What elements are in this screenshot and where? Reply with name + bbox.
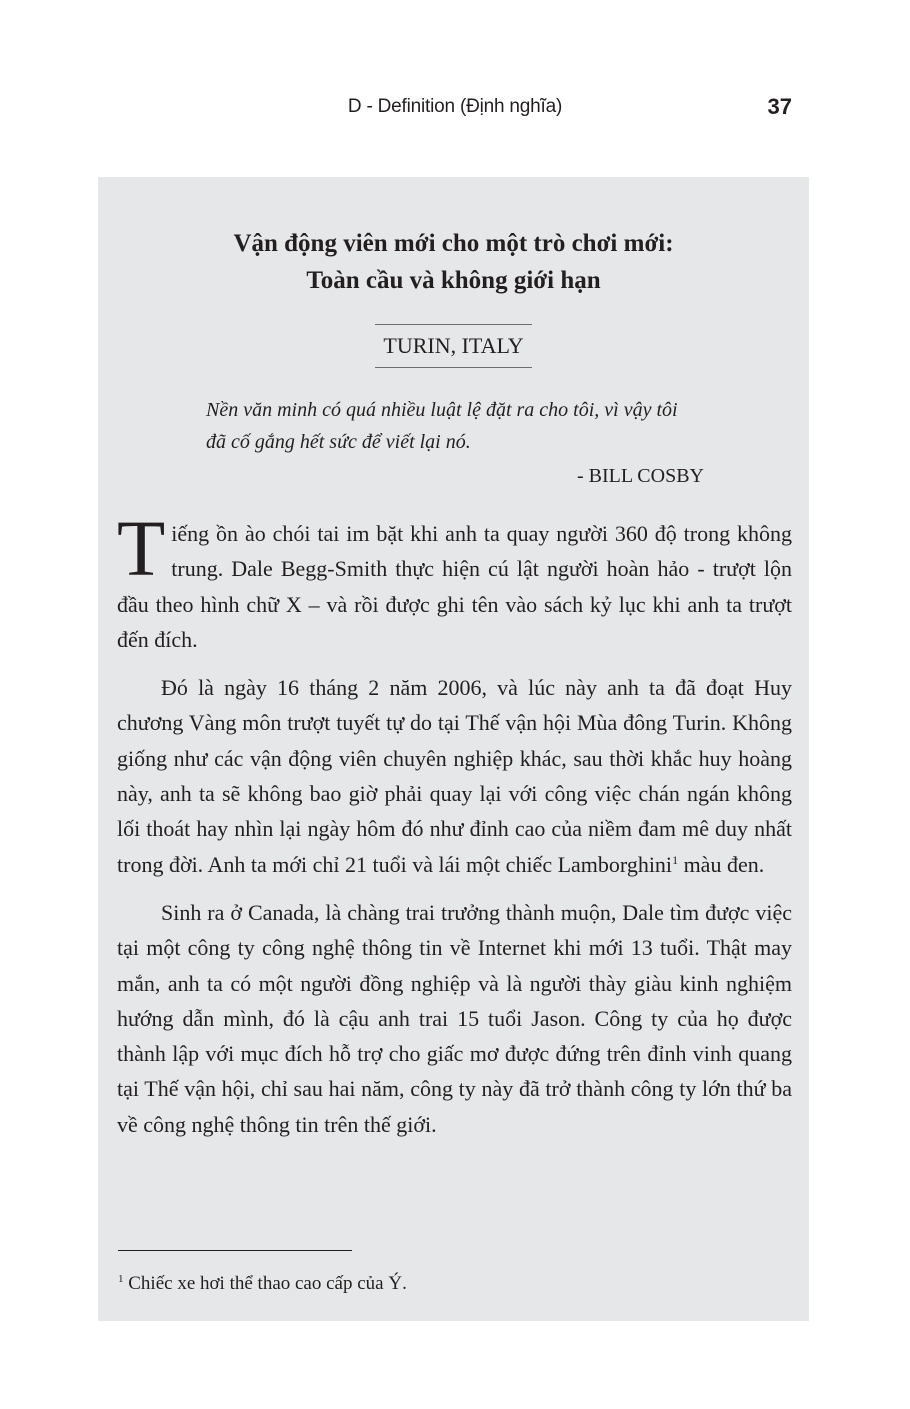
footnote-number: 1: [118, 1273, 124, 1285]
paragraph-3: [117, 895, 792, 1142]
paragraph-2: [117, 670, 792, 882]
footnote: [118, 1270, 778, 1298]
epigraph-line2: đã cố gắng hết sức để viết lại nó.: [206, 431, 471, 453]
paragraph-2-text: Đó là ngày 16 tháng 2 năm 2006, và lúc này anh ta đã đoạt Huy chương Vàng môn trượt tuyết tự do tại Thế vận hội Mùa đông Turin. Không giống như các vận động viên chuyên nghiệp khác, sau thời khắc huy hoàng này, anh ta sẽ không bao giờ phải quay lại với công việc chán ngán không lối thoát hay nhìn lại ngày hôm đó như đỉnh cao của niềm đam mê duy nhất trong đời. Anh ta mới chỉ 21 tuổi và lái một chiếc Lamborghini: [117, 675, 792, 877]
running-title: D - Definition (Định nghĩa): [347, 96, 563, 117]
epigraph-line1: Nền văn minh có quá nhiều luật lệ đặt ra cho tôi, vì vậy tôi: [206, 399, 678, 421]
drop-cap: T: [117, 506, 166, 593]
paragraph-1-text: iếng ồn ào chói tai im bặt khi anh ta quay người 360 độ trong không trung. Dale Begg-Smith thực hiện cú lật người hoàn hảo - trượt lộn đầu theo hình chữ X – và rồi được ghi tên vào sách kỷ lục khi anh ta trượt đến đích.: [117, 521, 792, 652]
epigraph-author: - BILL COSBY: [576, 465, 704, 487]
footnote-text: Chiếc xe hơi thể thao cao cấp của Ý.: [123, 1273, 407, 1294]
footnote-divider: [118, 1250, 352, 1251]
article-body: [117, 506, 792, 1155]
paragraph-1: [117, 506, 792, 657]
epigraph-quote: [206, 394, 706, 458]
sidebar-box: [98, 177, 809, 1321]
footnote-reference: 1: [672, 852, 679, 867]
box-title-line2: Toàn cầu và không giới hạn: [306, 267, 601, 294]
page-number: 37: [767, 94, 792, 119]
running-header: [0, 96, 910, 126]
box-title-line1: Vận động viên mới cho một trò chơi mới:: [233, 230, 674, 257]
location-label: TURIN, ITALY: [375, 324, 532, 368]
paragraph-3-text: Sinh ra ở Canada, là chàng trai trưởng thành muộn, Dale tìm được việc tại một công ty công nghệ thông tin về Internet khi mới 13 tuổi. Thật may mắn, anh ta có một người đồng nghiệp và là người thày giàu kinh nghiệm hướng dẫn mình, đó là cậu anh trai 15 tuổi Jason. Công ty của họ được thành lập với mục đích hỗ trợ cho giấc mơ được đứng trên đỉnh vinh quang tại Thế vận hội, chỉ sau hai năm, công ty này đã trở thành công ty lớn thứ ba về công nghệ thông tin trên thế giới.: [117, 899, 792, 1137]
paragraph-2-tail: màu đen.: [678, 851, 765, 877]
box-title: [98, 225, 809, 299]
